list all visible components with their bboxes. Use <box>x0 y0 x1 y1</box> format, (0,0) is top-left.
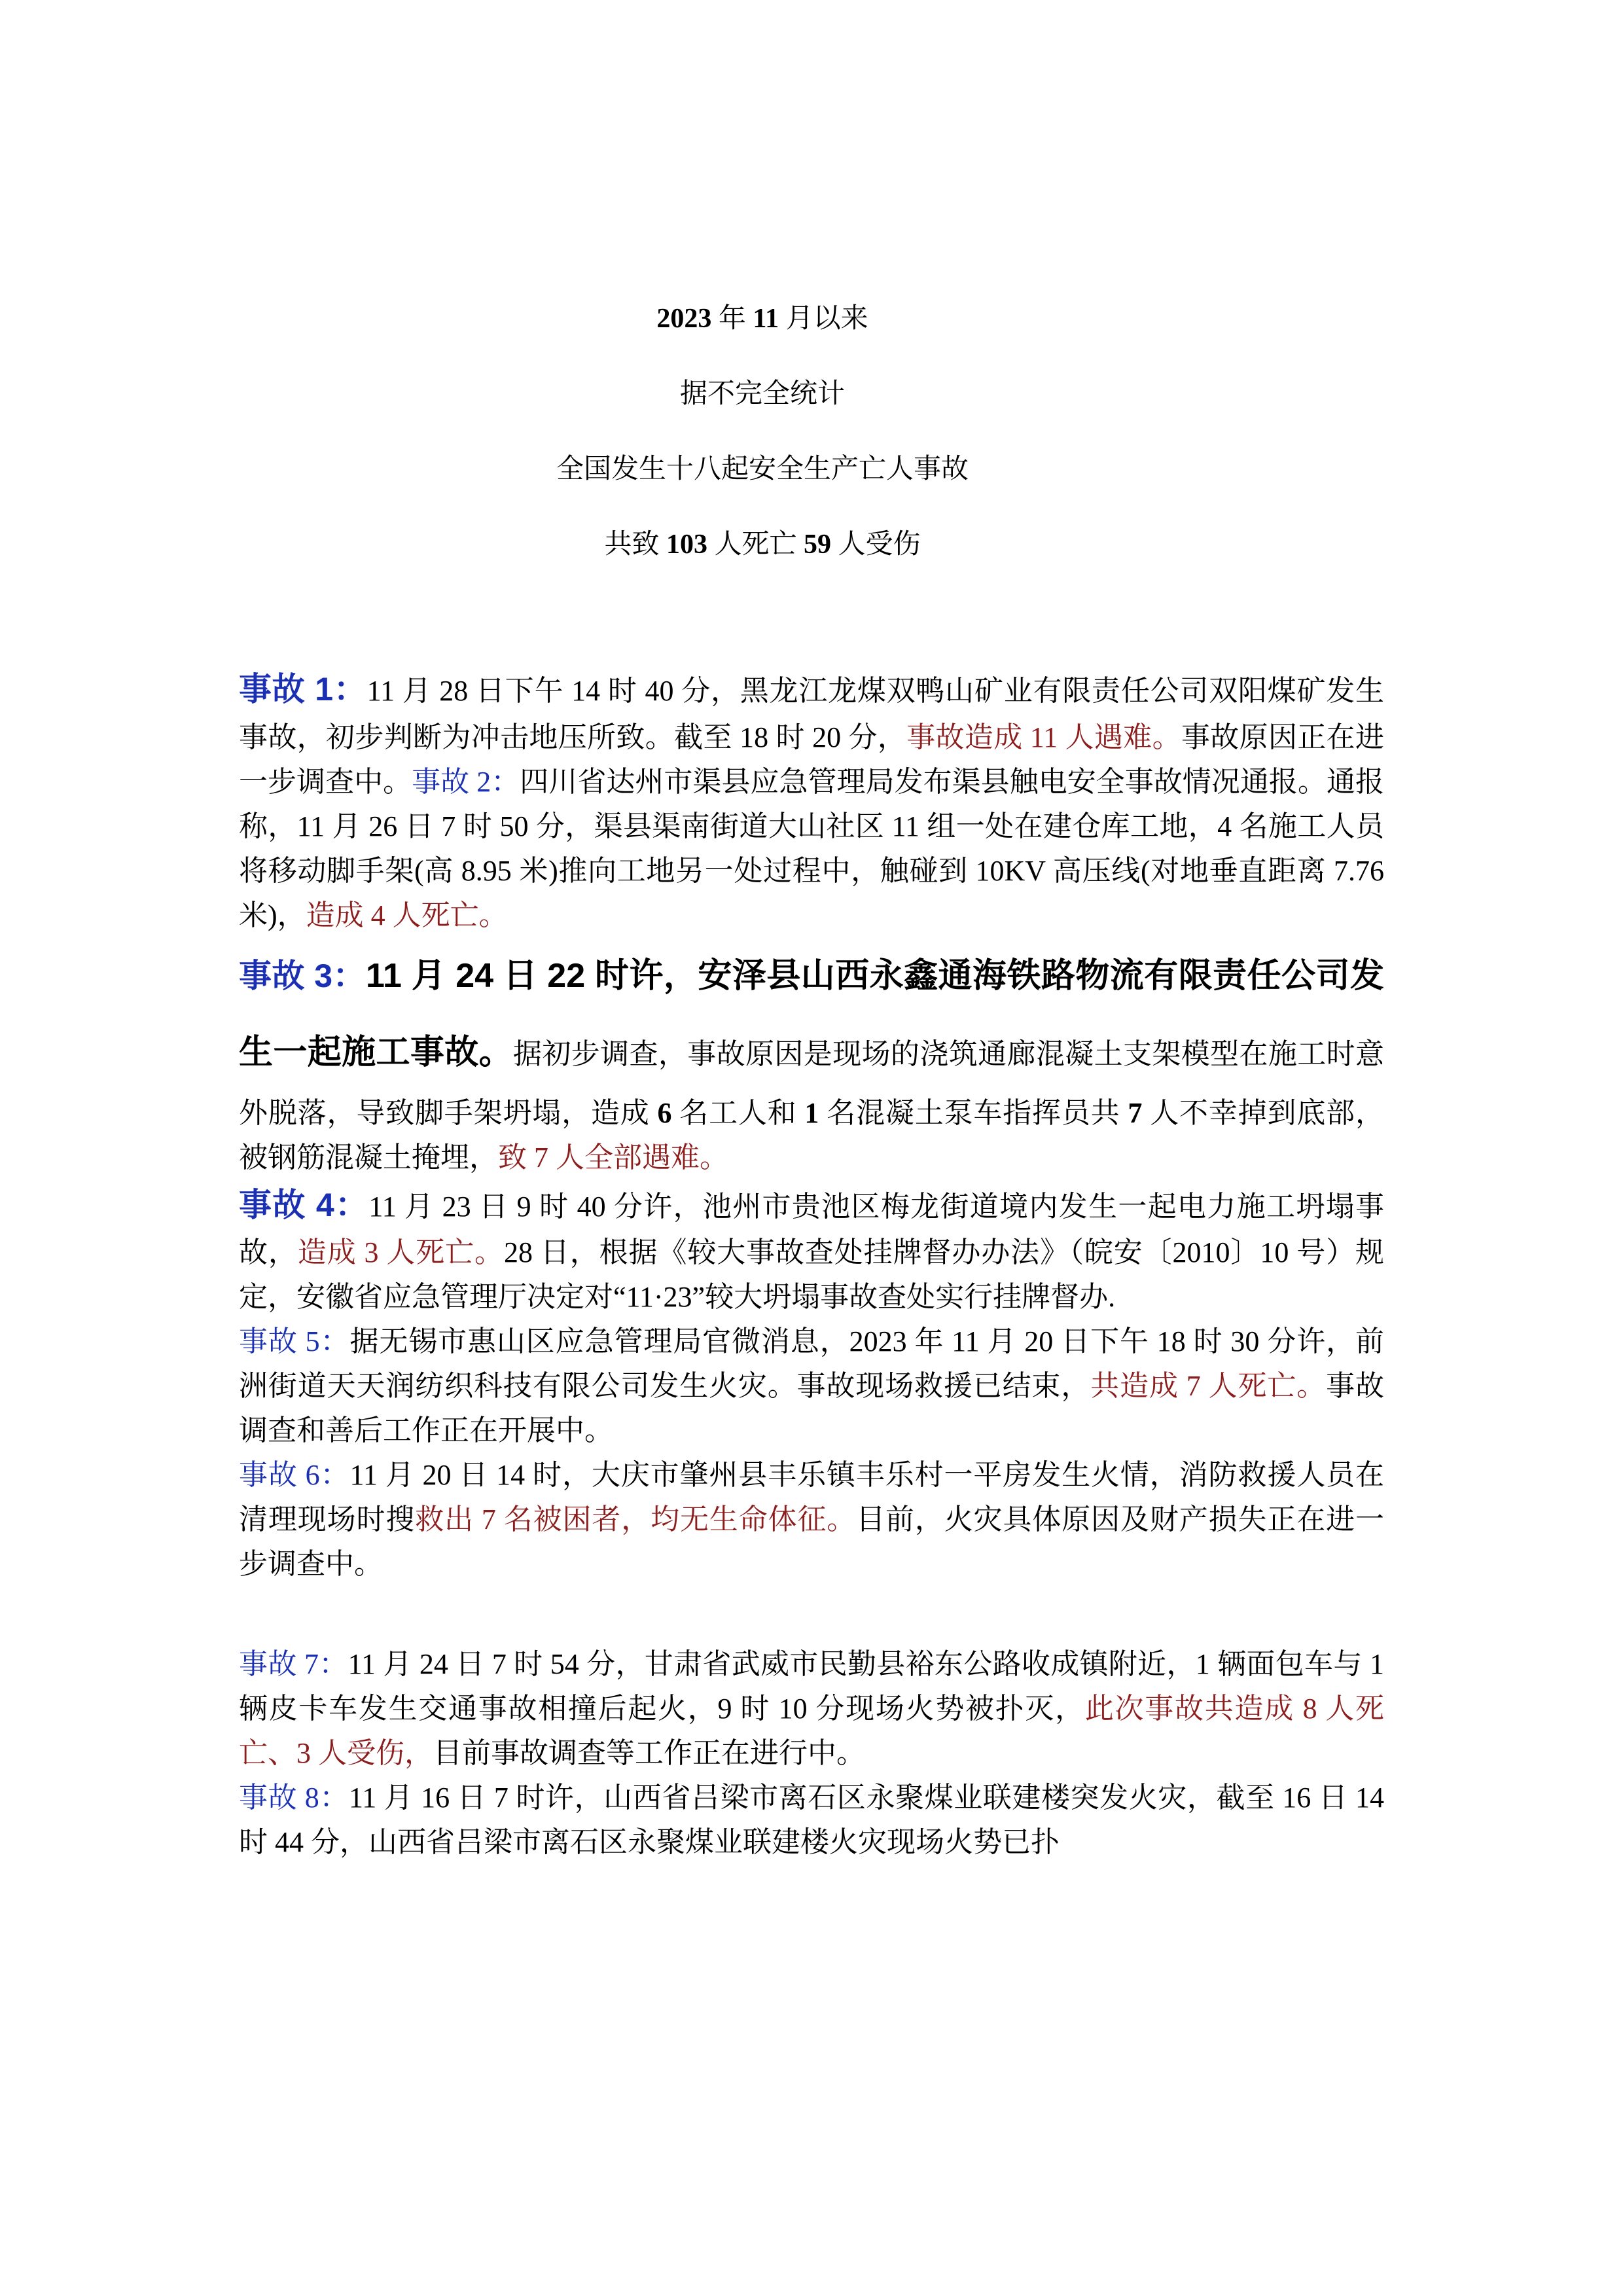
bold-num-segment: 59 <box>804 529 831 560</box>
text-segment: 人受伤 <box>831 529 921 560</box>
title-line-4 <box>239 507 1286 583</box>
title-line-2 <box>239 357 1286 432</box>
text-segment: 28 日，根据《较大事故查处挂牌督办办法》（皖安〔2010〕10 号）规定，安徽省应急管理厅决定对“11·23”较大坍塌事故查处实行挂牌督办. <box>239 1236 1385 1313</box>
label-serif-segment: 事故 6： <box>239 1459 350 1491</box>
text-segment: 11 月 16 日 7 时许，山西省吕梁市离石区永聚煤业联建楼突发火灾，截至 16 日 14 时 44 分，山西省吕梁市离石区永聚煤业联建楼火灾现场火势已扑 <box>239 1782 1384 1858</box>
label-sans-segment: 事故 1： <box>239 671 367 708</box>
title-line-1 <box>239 281 1286 357</box>
bold-num-segment: 11 <box>753 304 779 334</box>
bold-num-segment: 2023 <box>656 304 712 334</box>
paragraph-accident-3 <box>239 938 1384 1180</box>
label-serif-segment: 事故 7： <box>239 1648 348 1680</box>
text-segment: 名混凝土泵车指挥员共 <box>819 1096 1128 1129</box>
title-line-3 <box>239 432 1286 507</box>
text-segment: 11 月 24 日 7 时 54 分，甘肃省武威市民勤县裕东公路收成镇附近，1 辆面包车与 1 辆皮卡车发生交通事故相撞后起火，9 时 10 分现场火势被扑灭， <box>239 1648 1384 1725</box>
text-segment: 人死亡 <box>707 529 804 560</box>
document-content <box>239 281 1384 1865</box>
red-segment: 致 7 人全部遇难。 <box>498 1141 728 1174</box>
red-segment: 此次事故共造成 8 人死亡、3 人受伤， <box>239 1693 1385 1769</box>
paragraph-accident-1-2 <box>239 664 1384 938</box>
document-title <box>239 281 1384 583</box>
text-segment: 据不完全统计 <box>679 379 845 409</box>
text-segment: 年 <box>711 304 753 334</box>
text-segment: 人不幸掉到底部，被钢筋混凝土掩埋， <box>239 1096 1385 1174</box>
paragraph-accident-6 <box>239 1453 1384 1587</box>
text-segment: 事故调查和善后工作正在开展中。 <box>239 1370 1385 1446</box>
text-segment: 11 月 28 日下午 14 时 40 分，黑龙江龙煤双鸭山矿业有限责任公司双阳煤矿发生事故，初步判断为冲击地压所致。截至 18 时 20 分， <box>239 675 1384 753</box>
text-segment: 四川省达州市渠县应急管理局发布渠县触电安全事故情况通报。通报称，11 月 26 日 7 时 50 分，渠县渠南街道大山社区 11 组一处在建仓库工地，4 名施工人员将移动脚手架(高 8.95 米)推向工地另一处过程中，触碰到 10KV 高压线(对地垂直距离 7.76 米)， <box>239 765 1385 931</box>
text-segment: 名工人和 <box>671 1096 805 1129</box>
label-serif-segment: 事故 2： <box>412 765 520 798</box>
sans-big-segment: 11 月 24 日 22 时许，安泽县山西永鑫通海铁路物流有限责任公司发生一起施工事故。 <box>239 956 1384 1071</box>
paragraph-accident-5 <box>239 1319 1384 1453</box>
text-segment: 11 月 20 日 14 时，大庆市肇州县丰乐镇丰乐村一平房发生火情，消防救援人员在清理现场时搜 <box>239 1459 1384 1535</box>
red-segment: 造成 3 人死亡。 <box>297 1236 504 1268</box>
red-segment: 造成 4 人死亡。 <box>306 899 508 931</box>
text-segment: 据无锡市惠山区应急管理局官微消息，2023 年 11 月 20 日下午 18 时 30 分许，前洲街道天天润纺织科技有限公司发生火灾。事故现场救援已结束， <box>239 1325 1384 1402</box>
paragraph-accident-4 <box>239 1180 1384 1320</box>
bold-segment: 1 <box>804 1096 819 1129</box>
paragraph-accident-7 <box>239 1642 1384 1776</box>
text-segment: 全国发生十八起安全生产亡人事故 <box>556 454 969 484</box>
red-segment: 救出 7 名被困者，均无生命体征。 <box>415 1503 857 1535</box>
text-segment: 目前，火灾具体原因及财产损失正在进一步调查中。 <box>239 1503 1385 1580</box>
text-segment: 11 月 23 日 9 时 40 分许，池州市贵池区梅龙街道境内发生一起电力施工坍塌事故， <box>239 1190 1384 1268</box>
text-segment: 据初步调查，事故原因是现场的浇筑通廊混凝土支架模型在施工时意外脱落，导致脚手架坍塌，造成 <box>239 1037 1384 1129</box>
text-segment: 目前事故调查等工作正在进行中。 <box>433 1737 865 1769</box>
red-segment: 共造成 7 人死亡。 <box>1090 1370 1327 1402</box>
red-segment: 事故造成 11 人遇难。 <box>906 721 1181 753</box>
text-segment: 月以来 <box>779 304 868 334</box>
label-sans-segment: 事故 4： <box>239 1186 369 1223</box>
text-segment: 共致 <box>604 529 666 560</box>
label-serif-segment: 事故 5： <box>239 1325 350 1357</box>
bold-segment: 7 <box>1128 1096 1143 1129</box>
paragraph-accident-8 <box>239 1776 1384 1865</box>
bold-segment: 6 <box>657 1096 672 1129</box>
label-serif-segment: 事故 8： <box>239 1782 349 1814</box>
text-segment: 事故原因正在进一步调查中。 <box>239 721 1385 798</box>
bold-num-segment: 103 <box>666 529 707 560</box>
label-sans-segment: 事故 3： <box>239 957 366 994</box>
